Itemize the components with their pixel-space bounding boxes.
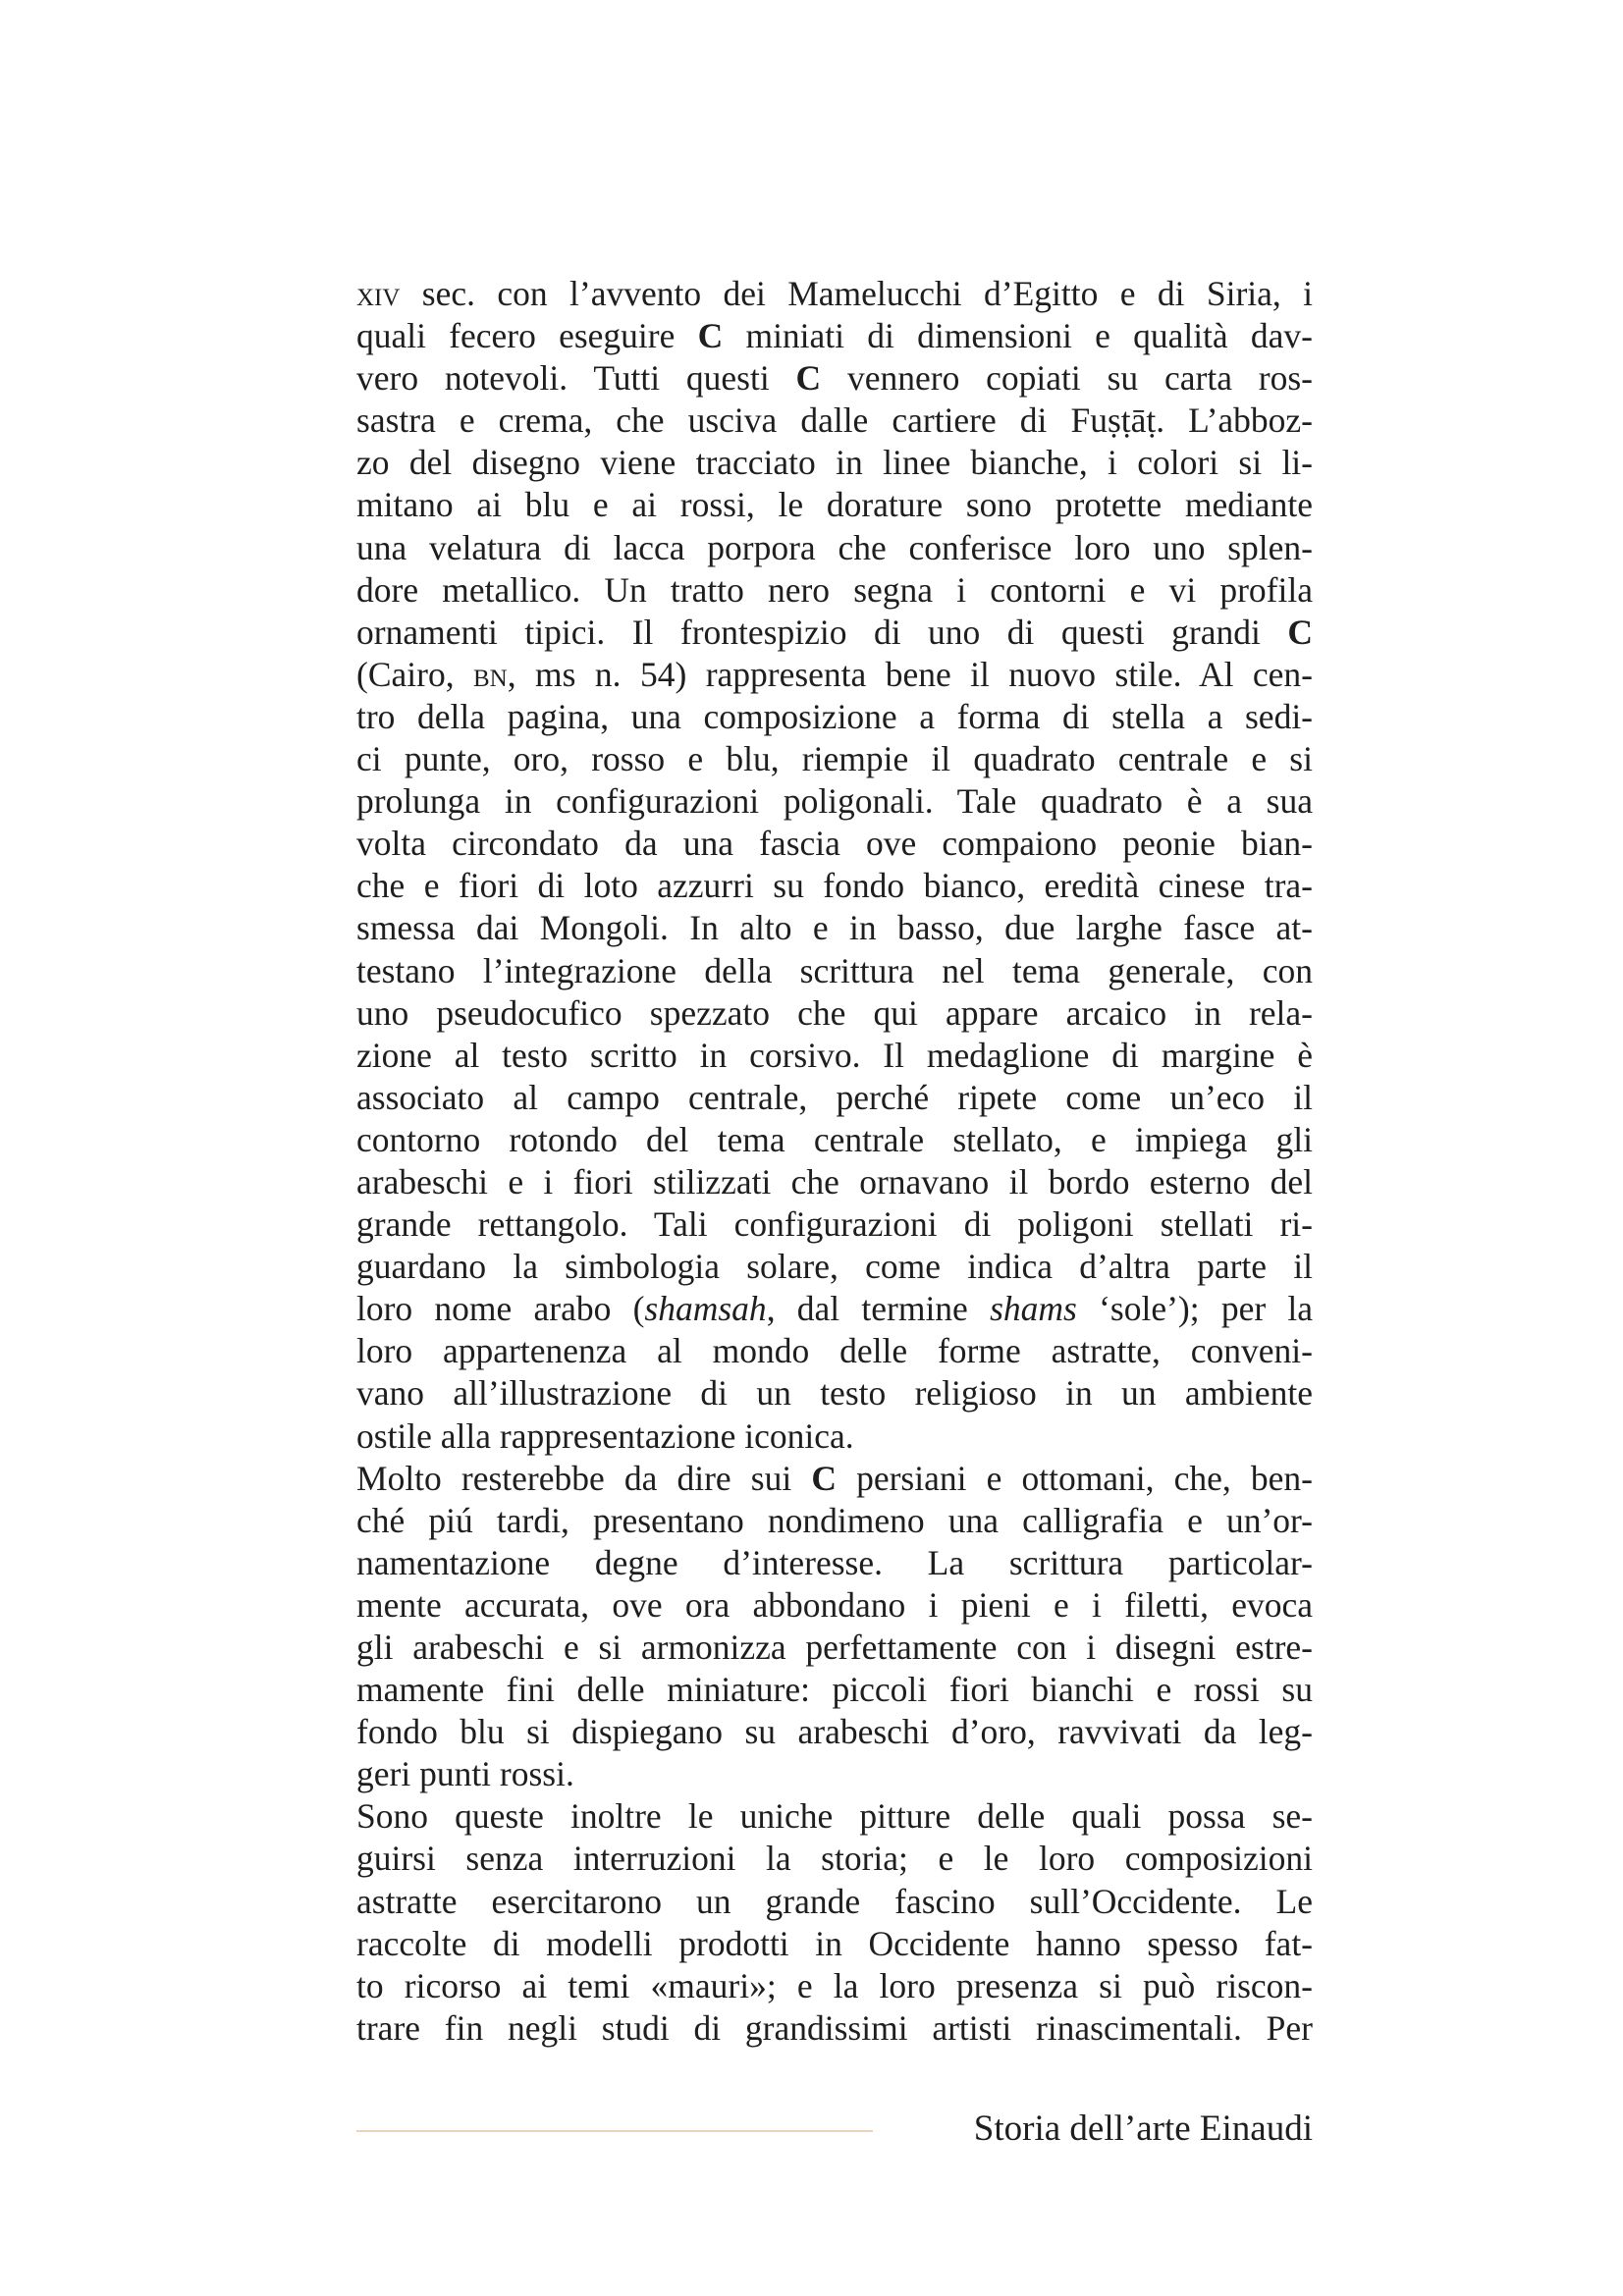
text-line bbox=[356, 950, 1313, 992]
text-line bbox=[356, 612, 1313, 654]
text-run: una velatura di lacca porpora che conferisce loro uno splen- bbox=[356, 527, 1313, 567]
text-line bbox=[356, 273, 1313, 315]
text-line bbox=[356, 527, 1313, 569]
text-line bbox=[356, 1458, 1313, 1500]
text-run: guirsi senza interruzioni la storia; e le loro composizioni bbox=[356, 1839, 1313, 1879]
text-line bbox=[356, 2007, 1313, 2050]
text-run: (Cairo, bbox=[356, 654, 473, 694]
text-run: , ms n. 54) rappresenta bene il nuovo stile. Al cen- bbox=[507, 654, 1313, 694]
text-line bbox=[356, 1838, 1313, 1880]
text-line bbox=[356, 1923, 1313, 1965]
text-run: zo del disegno viene tracciato in linee bianche, i colori si li- bbox=[356, 443, 1313, 483]
text-line bbox=[356, 484, 1313, 526]
text-run: mente accurata, ove ora abbondano i pieni e i filetti, evoca bbox=[356, 1584, 1313, 1625]
text-line bbox=[356, 865, 1313, 907]
text-run: testano l’integrazione della scrittura nel tema generale, con bbox=[356, 950, 1313, 990]
text-line bbox=[356, 1288, 1313, 1330]
text-run: sec. con l’avvento dei Mamelucchi d’Egitto e di Siria, i bbox=[400, 274, 1313, 313]
text-run: xiv bbox=[356, 274, 401, 313]
text-line bbox=[356, 992, 1313, 1035]
text-run: dore metallico. Un tratto nero segna i contorni e vi profila bbox=[356, 569, 1313, 610]
text-line bbox=[356, 696, 1313, 738]
text-run: trare fin negli studi di grandissimi artisti rinascimentali. Per bbox=[356, 2007, 1313, 2048]
text-run: arabeschi e i fiori stilizzati che ornavano il bordo esterno del bbox=[356, 1161, 1313, 1201]
text-run: vennero copiati su carta ros- bbox=[821, 358, 1313, 399]
text-line bbox=[356, 1881, 1313, 1923]
text-line bbox=[356, 654, 1313, 696]
text-run: ci punte, oro, rosso e blu, riempie il quadrato centrale e si bbox=[356, 739, 1313, 779]
text-run: C bbox=[811, 1458, 837, 1498]
text-line bbox=[356, 1203, 1313, 1246]
text-line bbox=[356, 1500, 1313, 1542]
text-line bbox=[356, 1584, 1313, 1627]
text-line bbox=[356, 1077, 1313, 1119]
text-run: shams bbox=[990, 1289, 1077, 1329]
text-line bbox=[356, 1627, 1313, 1669]
text-run: shamsah bbox=[644, 1289, 767, 1329]
text-line bbox=[356, 1246, 1313, 1288]
text-run: C bbox=[697, 316, 724, 356]
text-line bbox=[356, 1415, 1313, 1458]
text-run: che e fiori di loto azzurri su fondo bianco, eredità cinese tra- bbox=[356, 866, 1313, 906]
text-run: volta circondato da una fascia ove compaiono peonie bian- bbox=[356, 824, 1313, 864]
text-run: astratte esercitarono un grande fascino sull’Occidente. Le bbox=[356, 1881, 1313, 1921]
text-run: grande rettangolo. Tali configurazioni di poligoni stellati ri- bbox=[356, 1204, 1313, 1245]
text-run: smessa dai Mongoli. In alto e in basso, due larghe fasce at- bbox=[356, 908, 1313, 948]
text-run: vano all’illustrazione di un testo religioso in un ambiente bbox=[356, 1373, 1313, 1414]
text-run: to ricorso ai temi «mauri»; e la loro presenza si può riscon- bbox=[356, 1965, 1313, 2005]
text-run: C bbox=[795, 358, 822, 399]
text-line bbox=[356, 1372, 1313, 1415]
text-line bbox=[356, 569, 1313, 612]
text-line bbox=[356, 1330, 1313, 1372]
text-line bbox=[356, 442, 1313, 484]
text-run: prolunga in configurazioni poligonali. Tale quadrato è a sua bbox=[356, 781, 1313, 822]
text-line bbox=[356, 1795, 1313, 1838]
text-run: gli arabeschi e si armonizza perfettamente con i disegni estre- bbox=[356, 1628, 1313, 1667]
text-line bbox=[356, 1161, 1313, 1203]
text-run: geri punti rossi. bbox=[356, 1754, 574, 1794]
text-line bbox=[356, 907, 1313, 949]
text-run: persiani e ottomani, che, ben- bbox=[836, 1458, 1313, 1498]
text-line bbox=[356, 1965, 1313, 2007]
text-run: bn bbox=[473, 654, 508, 694]
text-run: loro appartenenza al mondo delle forme astratte, conveni- bbox=[356, 1331, 1313, 1371]
text-run: associato al campo centrale, perché ripete come un’eco il bbox=[356, 1077, 1313, 1117]
text-run: ‘sole’); per la bbox=[1076, 1289, 1313, 1329]
text-line bbox=[356, 1669, 1313, 1711]
text-run: mitano ai blu e ai rossi, le dorature sono protette mediante bbox=[356, 485, 1313, 525]
text-run: fondo blu si dispiegano su arabeschi d’oro, ravvivati da leg- bbox=[356, 1712, 1313, 1752]
text-run: uno pseudocufico spezzato che qui appare arcaico in rela- bbox=[356, 992, 1313, 1033]
text-run: ornamenti tipici. Il frontespizio di uno di questi grandi bbox=[356, 612, 1288, 652]
text-line bbox=[356, 780, 1313, 823]
text-line bbox=[356, 400, 1313, 442]
text-line bbox=[356, 357, 1313, 400]
text-run: guardano la simbologia solare, come indica d’altra parte il bbox=[356, 1247, 1313, 1287]
text-line bbox=[356, 315, 1313, 357]
text-line bbox=[356, 1542, 1313, 1584]
footer-rule bbox=[356, 2130, 873, 2132]
text-run: sastra e crema, che usciva dalle cartiere di Fuṣṭāṭ. L’abboz- bbox=[356, 400, 1313, 441]
text-run: raccolte di modelli prodotti in Occidente hanno spesso fat- bbox=[356, 1923, 1313, 1963]
text-run: Sono queste inoltre le uniche pitture delle quali possa se- bbox=[356, 1796, 1313, 1837]
text-line bbox=[356, 1753, 1313, 1795]
text-run: tro della pagina, una composizione a forma di stella a sedi- bbox=[356, 696, 1313, 736]
text-run: ché piú tardi, presentano nondimeno una calligrafia e un’or- bbox=[356, 1500, 1313, 1540]
text-run: namentazione degne d’interesse. La scrittura particolar- bbox=[356, 1542, 1313, 1582]
text-run: C bbox=[1287, 612, 1313, 652]
text-run: mamente fini delle miniature: piccoli fiori bianchi e rossi su bbox=[356, 1670, 1313, 1710]
text-run: Molto resterebbe da dire sui bbox=[356, 1458, 812, 1498]
text-run: vero notevoli. Tutti questi bbox=[356, 358, 796, 399]
text-line bbox=[356, 823, 1313, 865]
text-run: contorno rotondo del tema centrale stellato, e impiega gli bbox=[356, 1119, 1313, 1159]
text-run: , dal termine bbox=[766, 1289, 991, 1329]
text-line bbox=[356, 738, 1313, 780]
text-line bbox=[356, 1711, 1313, 1753]
footer-title: Storia dell’arte Einaudi bbox=[973, 2109, 1313, 2149]
text-run: miniati di dimensioni e qualità dav- bbox=[723, 316, 1313, 356]
text-line bbox=[356, 1119, 1313, 1161]
text-run: zione al testo scritto in corsivo. Il medaglione di margine è bbox=[356, 1035, 1313, 1075]
text-run: ostile alla rappresentazione iconica. bbox=[356, 1415, 854, 1456]
text-line bbox=[356, 1035, 1313, 1077]
body-text bbox=[356, 273, 1313, 2050]
text-run: loro nome arabo ( bbox=[356, 1289, 645, 1329]
text-run: quali fecero eseguire bbox=[356, 316, 698, 356]
